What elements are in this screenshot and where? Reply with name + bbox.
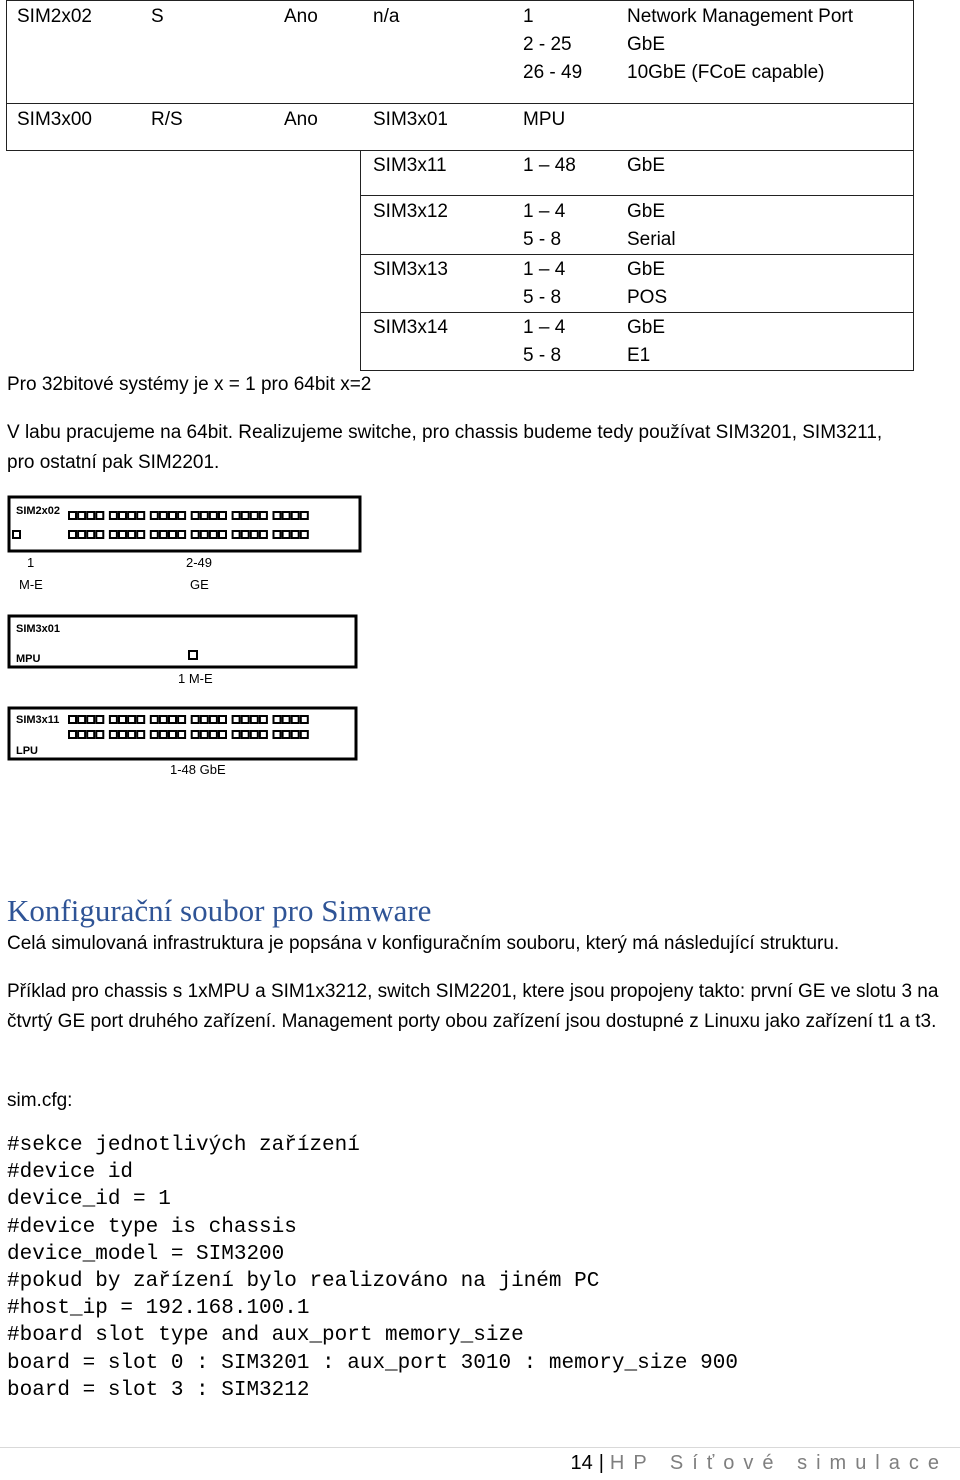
- row1-name: SIM2x02: [17, 6, 92, 27]
- section-heading: Konfigurační soubor pro Simware: [7, 893, 432, 928]
- row6-desc-1: GbE: [627, 317, 666, 338]
- sim2x02-range-type: GE: [190, 577, 209, 592]
- footer-title: HP Síťové simulace: [609, 1452, 948, 1474]
- footer-divider: [0, 1447, 960, 1448]
- row1-port-3: 26 - 49: [523, 62, 583, 83]
- sim2x02-label: SIM2x02: [16, 505, 61, 517]
- module-table: [6, 0, 914, 372]
- config-code-block: #sekce jednotlivých zařízení #device id device_id = 1 #device type is chassis device_model = SIM3200 #pokud by zařízení bylo realizováno na jiném PC #host_ip = 192.168.100.1 #board slot type and aux_port memory_size board = slot 0 : SIM3201 : aux_port 3010 : memory_size 900 board = slot 3 : SIM3212: [7, 1134, 738, 1402]
- row1-desc-2: GbE: [627, 34, 666, 55]
- lab-text: V labu pracujeme na 64bit. Realizujeme switche, pro chassis budeme tedy používat SIM3201, SIM3211, pro ostatní pak SIM2201.: [7, 422, 883, 473]
- row1-module: n/a: [373, 6, 400, 27]
- row1-port-1: 1: [523, 6, 534, 27]
- row1-port-2: 2 - 25: [523, 34, 572, 55]
- sim3x01-sub: MPU: [16, 653, 41, 665]
- sim2x02-range-label: 2-49: [186, 555, 213, 570]
- row6-port-1: 1 – 4: [523, 317, 566, 338]
- row3-port: 1 – 48: [523, 155, 576, 176]
- row6-port-2: 5 - 8: [523, 345, 562, 366]
- row-divider: [6, 103, 914, 104]
- row3-desc: GbE: [627, 155, 666, 176]
- row4-port-2: 5 - 8: [523, 229, 562, 250]
- row-divider: [360, 195, 914, 196]
- bitness-note: Pro 32bitové systémy je x = 1 pro 64bit x=2: [7, 374, 372, 395]
- row2-type: R/S: [151, 109, 183, 130]
- table-border-bottom: [360, 370, 914, 371]
- table-border-left: [6, 0, 7, 151]
- row1-flag: Ano: [284, 6, 318, 27]
- row1-type: S: [151, 6, 164, 27]
- row1-desc-1: Network Management Port: [627, 6, 853, 27]
- row5-port-1: 1 – 4: [523, 259, 566, 280]
- page-number: 14: [570, 1452, 593, 1474]
- row2-name: SIM3x00: [17, 109, 92, 130]
- row4-module: SIM3x12: [373, 201, 448, 222]
- sim2x02-port1-label: 1: [27, 555, 35, 570]
- sim3x01-box: [9, 616, 356, 667]
- row6-desc-2: E1: [627, 345, 651, 366]
- sim3x11-caption: 1-48 GbE: [170, 762, 226, 777]
- page-footer: [570, 1452, 948, 1475]
- row5-port-2: 5 - 8: [523, 287, 562, 308]
- sim3x11-sub: LPU: [16, 745, 38, 757]
- row5-desc-1: GbE: [627, 259, 666, 280]
- sim3x01-label: SIM3x01: [16, 623, 61, 635]
- paragraph-example: Příklad pro chassis s 1xMPU a SIM1x3212, switch SIM2201, ktere jsou propojeny takto: první GE ve slotu 3 na čtvrtý GE port druhého zařízení. Management porty obou zařízení jsou dostupné z Linuxu jako zařízení t1 a t3.: [7, 981, 939, 1032]
- row2-flag: Ano: [284, 109, 318, 130]
- sim3x01-caption: 1 M-E: [178, 671, 213, 686]
- row3-module: SIM3x11: [373, 155, 447, 176]
- row2-module: SIM3x01: [373, 109, 448, 130]
- row5-module: SIM3x13: [373, 259, 448, 280]
- row-divider: [6, 150, 914, 151]
- module-diagram: [0, 490, 380, 790]
- row1-desc-3: 10GbE (FCoE capable): [627, 62, 825, 83]
- table-border-right: [913, 0, 914, 371]
- row4-port-1: 1 – 4: [523, 201, 566, 222]
- footer-separator: |: [598, 1452, 604, 1474]
- sim2x02-port1-type: M-E: [19, 577, 43, 592]
- sim3x11-label: SIM3x11: [16, 714, 60, 726]
- row6-module: SIM3x14: [373, 317, 448, 338]
- sim2x02-box: [9, 497, 360, 551]
- row4-desc-1: GbE: [627, 201, 666, 222]
- file-label: sim.cfg:: [7, 1090, 73, 1111]
- table-border-inner-left: [360, 150, 361, 371]
- row2-port: MPU: [523, 109, 566, 130]
- row5-desc-2: POS: [627, 287, 668, 308]
- row4-desc-2: Serial: [627, 229, 676, 250]
- paragraph-structure: Celá simulovaná infrastruktura je popsána v konfiguračním souboru, který má následující strukturu.: [7, 933, 840, 954]
- table-border-top: [6, 0, 914, 1]
